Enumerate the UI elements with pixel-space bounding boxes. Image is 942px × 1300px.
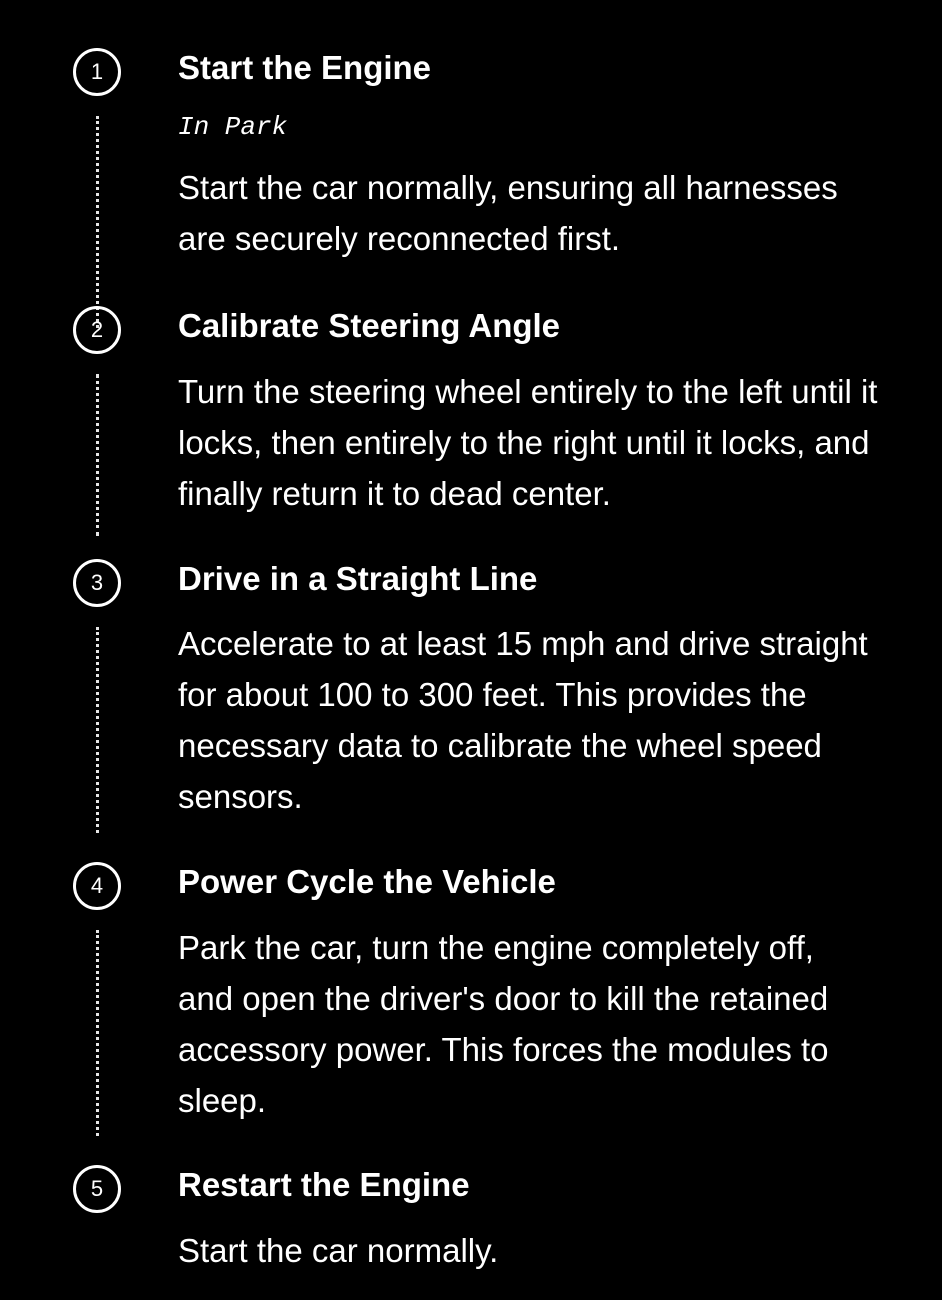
- step-title: Start the Engine: [178, 49, 432, 86]
- step-number-badge: 1: [73, 48, 121, 96]
- step-number-badge: 2: [73, 306, 121, 354]
- step-connector-line: [96, 116, 99, 328]
- step-subtitle: In Park: [178, 112, 288, 142]
- step-title: Power Cycle the Vehicle: [178, 863, 556, 900]
- step-connector-line: [96, 627, 99, 833]
- step-connector-line: [96, 374, 99, 536]
- step-connector-line: [96, 930, 99, 1136]
- step-description: Turn the steering wheel entirely to the left until it locks, then entirely to the right until it locks, and finally return it to dead center.: [178, 373, 878, 512]
- step-description: Park the car, turn the engine completely off, and open the driver's door to kill the retained accessory power. This forces the modules to sleep.: [178, 929, 829, 1119]
- step-number-badge: 4: [73, 862, 121, 910]
- step-title: Restart the Engine: [178, 1166, 470, 1203]
- step-title: Drive in a Straight Line: [178, 560, 538, 597]
- step-description: Start the car normally, ensuring all harnesses are securely reconnected first.: [178, 169, 838, 257]
- step-title: Calibrate Steering Angle: [178, 307, 561, 344]
- step-number-badge: 3: [73, 559, 121, 607]
- step-description: Accelerate to at least 15 mph and drive straight for about 100 to 300 feet. This provides the necessary data to calibrate the wheel speed sensors.: [178, 625, 868, 815]
- step-number-badge: 5: [73, 1165, 121, 1213]
- step-description: Start the car normally.: [178, 1232, 499, 1269]
